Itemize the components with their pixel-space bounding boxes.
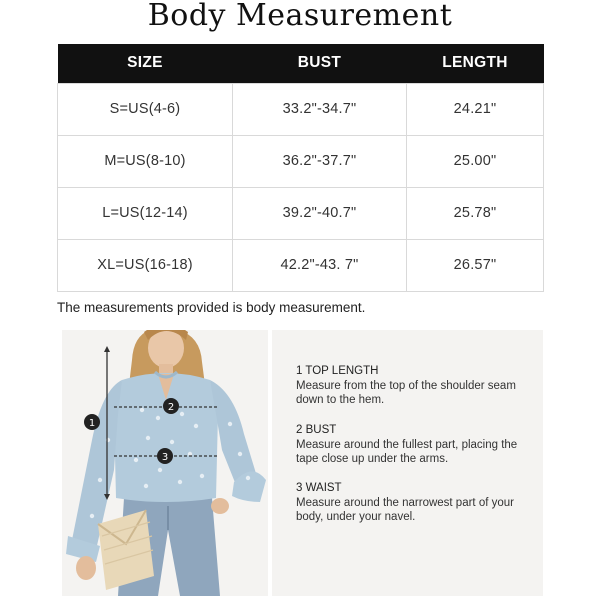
marker-3-icon: [157, 448, 173, 464]
table-row: [58, 135, 544, 187]
model-illustration: [62, 330, 268, 596]
model-photo: [62, 330, 268, 596]
marker-1-label: 1: [88, 418, 96, 429]
cell-size: XL=US(16-18): [58, 239, 233, 291]
page-title: Body Measurement: [147, 0, 453, 33]
cell-bust: 36.2"-37.7": [233, 135, 407, 187]
step-heading: 2 BUST: [296, 424, 337, 436]
cell-size: M=US(8-10): [58, 135, 233, 187]
step-heading: 3 WAIST: [296, 482, 342, 494]
table-row: [58, 83, 544, 135]
table-row: [58, 187, 544, 239]
table-header-row: [58, 44, 544, 83]
cell-size: S=US(4-6): [58, 83, 233, 135]
step-heading: 1 TOP LENGTH: [296, 365, 379, 377]
marker-2-label: 2: [167, 402, 175, 413]
table-row: [58, 239, 544, 291]
header-length: LENGTH: [407, 44, 544, 83]
cell-length: 26.57": [407, 239, 544, 291]
cell-bust: 42.2"-43. 7": [233, 239, 407, 291]
guide-step-bust: [296, 423, 536, 467]
step-description: Measure around the narrowest part of your body, under your navel.: [296, 496, 514, 523]
cell-length: 24.21": [407, 83, 544, 135]
guide-step-top-length: [296, 364, 536, 408]
measurement-guide: [272, 330, 543, 596]
header-size: SIZE: [58, 44, 233, 83]
size-chart-table: [57, 44, 544, 292]
cell-bust: 39.2"-40.7": [233, 187, 407, 239]
marker-3-label: 3: [161, 452, 169, 463]
marker-1-icon: [84, 414, 100, 430]
step-description: Measure from the top of the shoulder seam down to the hem.: [296, 379, 516, 406]
step-description: Measure around the fullest part, placing the tape close up under the arms.: [296, 438, 518, 465]
cell-size: L=US(12-14): [58, 187, 233, 239]
header-bust: BUST: [233, 44, 407, 83]
marker-2-icon: [163, 398, 179, 414]
cell-bust: 33.2"-34.7": [233, 83, 407, 135]
measurement-note: The measurements provided is body measurement.: [57, 300, 366, 315]
cell-length: 25.78": [407, 187, 544, 239]
cell-length: 25.00": [407, 135, 544, 187]
guide-step-waist: [296, 481, 536, 525]
